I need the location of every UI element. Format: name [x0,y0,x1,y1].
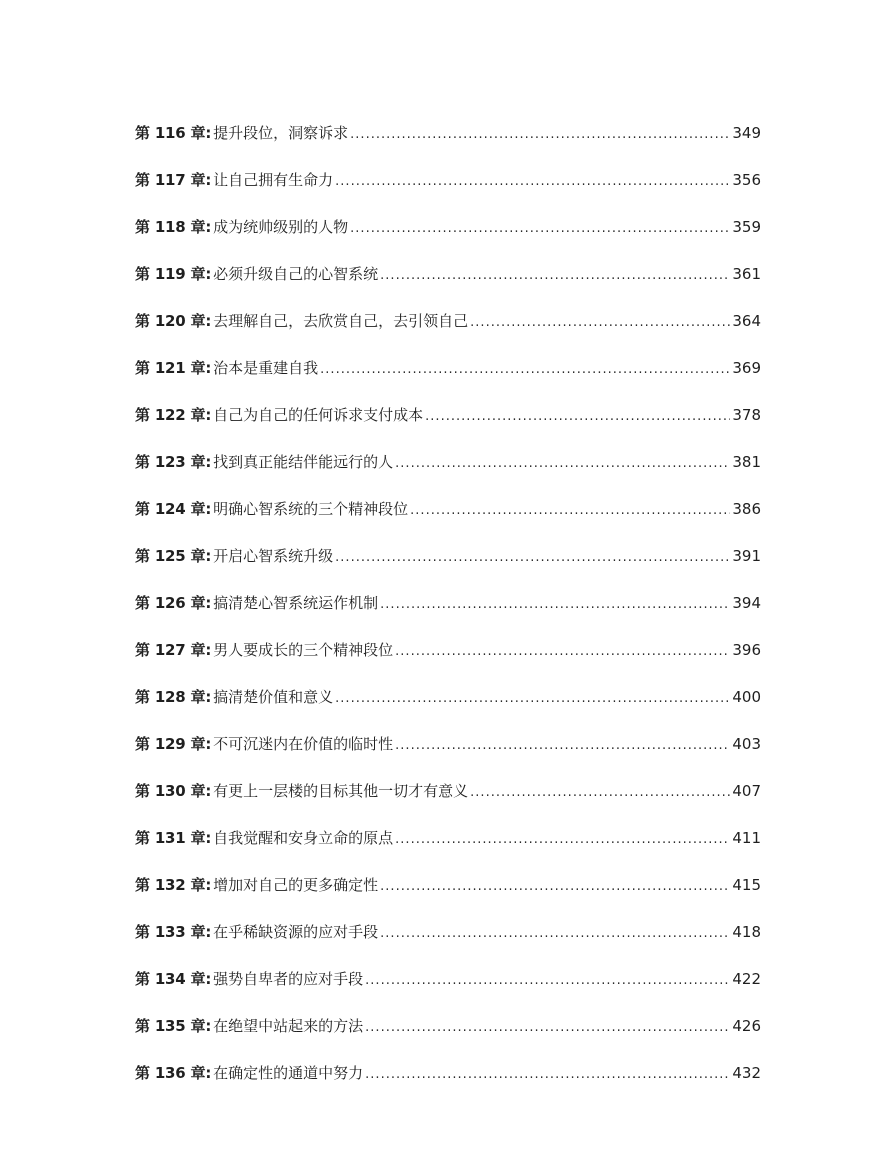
dot-leader [395,638,730,666]
chapter-number: 第 123 章: [135,453,212,471]
chapter-title: 男人要成长的三个精神段位 [213,641,394,659]
chapter-title: 找到真正能结伴能远行的人 [213,453,394,471]
toc-entry-127[interactable] [135,636,761,683]
chapter-title: 搞清楚价值和意义 [213,688,334,706]
toc-entry-117[interactable] [135,166,761,213]
chapter-number: 第 133 章: [135,923,212,941]
chapter-title: 不可沉迷内在价值的临时性 [213,735,394,753]
chapter-number: 第 129 章: [135,735,212,753]
page-number: 415 [732,876,761,894]
toc-entry-135[interactable] [135,1012,761,1059]
chapter-number: 第 118 章: [135,218,212,236]
chapter-title: 自我觉醒和安身立命的原点 [213,829,394,847]
page-number: 386 [732,500,761,518]
dot-leader [320,356,730,384]
chapter-title: 治本是重建自我 [213,359,319,377]
chapter-title: 在绝望中站起来的方法 [213,1017,364,1035]
dot-leader [335,685,730,713]
page-number: 394 [732,594,761,612]
page-number: 411 [732,829,761,847]
page-number: 381 [732,453,761,471]
toc-entry-122[interactable] [135,401,761,448]
dot-leader [350,215,730,243]
toc-entry-118[interactable] [135,213,761,260]
chapter-number: 第 120 章: [135,312,212,330]
toc-entry-125[interactable] [135,542,761,589]
page-number: 422 [732,970,761,988]
page-number: 359 [732,218,761,236]
dot-leader [425,403,730,431]
chapter-number: 第 132 章: [135,876,212,894]
chapter-title: 搞清楚心智系统运作机制 [213,594,379,612]
chapter-number: 第 136 章: [135,1064,212,1082]
chapter-title: 增加对自己的更多确定性 [213,876,379,894]
dot-leader [470,779,730,807]
toc-entry-133[interactable] [135,918,761,965]
page-number: 378 [732,406,761,424]
dot-leader [380,920,730,948]
page-number: 349 [732,124,761,142]
page-number: 418 [732,923,761,941]
chapter-title: 让自己拥有生命力 [213,171,334,189]
page-number: 400 [732,688,761,706]
chapter-number: 第 135 章: [135,1017,212,1035]
dot-leader [395,450,730,478]
page-number: 391 [732,547,761,565]
toc-entry-119[interactable] [135,260,761,307]
chapter-title: 开启心智系统升级 [213,547,334,565]
toc-entry-126[interactable] [135,589,761,636]
page-number: 369 [732,359,761,377]
toc-entry-134[interactable] [135,965,761,1012]
chapter-number: 第 122 章: [135,406,212,424]
toc-entry-120[interactable] [135,307,761,354]
toc-entry-124[interactable] [135,495,761,542]
chapter-title: 提升段位，洞察诉求 [213,124,349,142]
chapter-number: 第 128 章: [135,688,212,706]
chapter-title: 明确心智系统的三个精神段位 [213,500,409,518]
toc-entry-128[interactable] [135,683,761,730]
chapter-title: 成为统帅级别的人物 [213,218,349,236]
chapter-number: 第 116 章: [135,124,212,142]
chapter-number: 第 117 章: [135,171,212,189]
chapter-title: 在乎稀缺资源的应对手段 [213,923,379,941]
dot-leader [410,497,730,525]
dot-leader [395,826,730,854]
chapter-number: 第 121 章: [135,359,212,377]
chapter-number: 第 134 章: [135,970,212,988]
toc-entry-123[interactable] [135,448,761,495]
toc-entry-130[interactable] [135,777,761,824]
page-number: 403 [732,735,761,753]
page-number: 356 [732,171,761,189]
page-number: 407 [732,782,761,800]
chapter-title: 强势自卑者的应对手段 [213,970,364,988]
chapter-number: 第 124 章: [135,500,212,518]
page-number: 426 [732,1017,761,1035]
dot-leader [380,591,730,619]
page-number: 432 [732,1064,761,1082]
chapter-number: 第 125 章: [135,547,212,565]
chapter-title: 有更上一层楼的目标其他一切才有意义 [213,782,469,800]
page-number: 364 [732,312,761,330]
chapter-title: 自己为自己的任何诉求支付成本 [213,406,424,424]
toc-entry-116[interactable] [135,119,761,166]
chapter-number: 第 130 章: [135,782,212,800]
chapter-number: 第 127 章: [135,641,212,659]
toc-entry-131[interactable] [135,824,761,871]
page-number: 396 [732,641,761,659]
chapter-number: 第 131 章: [135,829,212,847]
dot-leader [395,732,730,760]
chapter-title: 在确定性的通道中努力 [213,1064,364,1082]
dot-leader [365,1014,730,1042]
dot-leader [470,309,730,337]
dot-leader [335,544,730,572]
toc-entry-121[interactable] [135,354,761,401]
table-of-contents [135,119,761,1106]
dot-leader [350,121,730,149]
dot-leader [365,967,730,995]
dot-leader [365,1061,730,1089]
toc-entry-132[interactable] [135,871,761,918]
page-number: 361 [732,265,761,283]
chapter-number: 第 126 章: [135,594,212,612]
dot-leader [335,168,730,196]
chapter-title: 去理解自己，去欣赏自己，去引领自己 [213,312,469,330]
dot-leader [380,262,730,290]
toc-entry-129[interactable] [135,730,761,777]
chapter-number: 第 119 章: [135,265,212,283]
toc-entry-136[interactable] [135,1059,761,1106]
chapter-title: 必须升级自己的心智系统 [213,265,379,283]
dot-leader [380,873,730,901]
